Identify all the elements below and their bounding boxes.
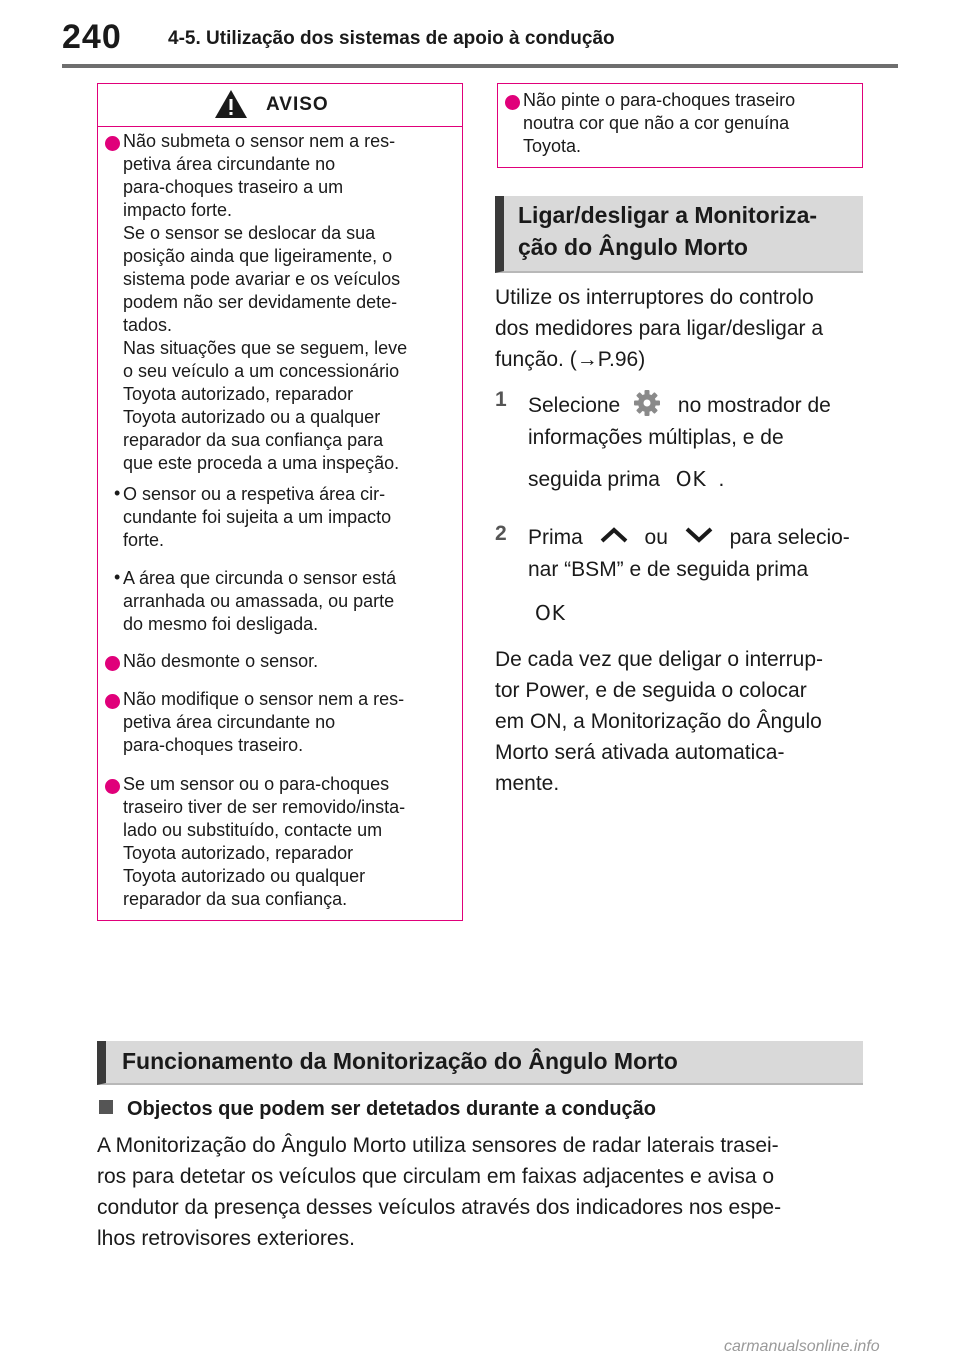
ok-button-symbol: OK	[675, 467, 707, 491]
step-number: 2	[495, 522, 507, 545]
section-heading-operation: Funcionamento da Monitorização do Ângulo Morto	[97, 1041, 863, 1085]
step-1-line-1: Selecione no mostrador de	[528, 388, 831, 421]
chapter-title: 4-5. Utilização dos sistemas de apoio à condução	[168, 28, 615, 49]
warning-bullet	[105, 694, 120, 714]
warning-triangle-icon	[214, 88, 248, 120]
step-1-line-2: informações múltiplas, e de	[528, 426, 784, 449]
chevron-up-icon	[597, 525, 631, 545]
intro-text: Utilize os interruptores do controlo dos medidores para ligar/desligar a função. (→P.96)	[495, 286, 824, 371]
ok-button-symbol: OK	[535, 601, 566, 625]
warning-item-2: Não desmonte o sensor.	[123, 651, 319, 671]
section-heading-toggle: Ligar/desligar a Monitoriza- ção do Ângulo Morto	[495, 196, 863, 273]
warning-item-4: Se um sensor ou o para-choques traseiro tiver de ser removido/insta- lado ou substituído, contacte um Toyota autorizado, reparador Toyota autorizado ou qualquer reparador da sua confiança.	[123, 774, 406, 909]
warning-bullet	[105, 136, 120, 156]
warning-item-5: Não pinte o para-choques traseiro noutra cor que não a cor genuína Toyota.	[523, 90, 796, 156]
warning-continued-box	[497, 83, 863, 168]
sub-bullet: •	[114, 567, 121, 587]
body-paragraph: A Monitorização do Ângulo Morto utiliza sensores de radar laterais trasei- ros para detetar os veículos que circulam em faixas adjacentes e avisa o condutor da presença desses veículos através dos indicadores nos espe- lhos retrovisores exteriores.	[97, 1134, 782, 1250]
warning-bullet	[105, 656, 120, 676]
step-1-line-3: seguida prima OK .	[528, 467, 725, 491]
step-2-line-2: nar “BSM” e de seguida prima	[528, 558, 809, 581]
header-rule	[62, 64, 898, 68]
warning-title: AVISO	[266, 94, 329, 115]
warning-bullet	[505, 95, 520, 115]
sub-bullet: •	[114, 483, 121, 503]
warning-box	[97, 83, 463, 921]
warning-subitem-1: O sensor ou a respetiva área cir- cundante foi sujeita a um impacto forte.	[123, 484, 392, 550]
square-bullet-icon	[99, 1100, 113, 1114]
sub-heading: Objectos que podem ser detetados durante a condução	[99, 1098, 656, 1121]
warning-subitem-2: A área que circunda o sensor está arranhada ou amassada, ou parte do mesmo foi desligada.	[123, 568, 397, 634]
warning-item-1: Não submeta o sensor nem a res- petiva área circundante no para-choques traseiro a um impacto forte. Se o sensor se deslocar da sua posição ainda que ligeiramente, o sistema pode avariar e os veículos podem não ser devidamente dete- tados. Nas situações que se seguem, leve o seu veículo a um concessionário Toyota autorizado, reparador Toyota autorizado ou a qualquer reparador da sua confiança para que este proceda a uma inspeção.	[123, 131, 408, 473]
page-number: 240	[62, 18, 122, 56]
gear-icon	[632, 388, 662, 418]
footer-watermark: carmanualsonline.info	[724, 1338, 880, 1355]
step-2-line-1: Prima ou para selecio-	[528, 526, 850, 549]
warning-header	[98, 84, 462, 127]
outro-text: De cada vez que deligar o interrup- tor Power, e de seguida o colocar em ON, a Monitorização do Ângulo Morto será ativada automatica- mente.	[495, 648, 824, 795]
warning-bullet	[105, 779, 120, 799]
chevron-down-icon	[682, 525, 716, 545]
step-number: 1	[495, 388, 507, 411]
warning-item-3: Não modifique o sensor nem a res- petiva área circundante no para-choques traseiro.	[123, 689, 405, 755]
